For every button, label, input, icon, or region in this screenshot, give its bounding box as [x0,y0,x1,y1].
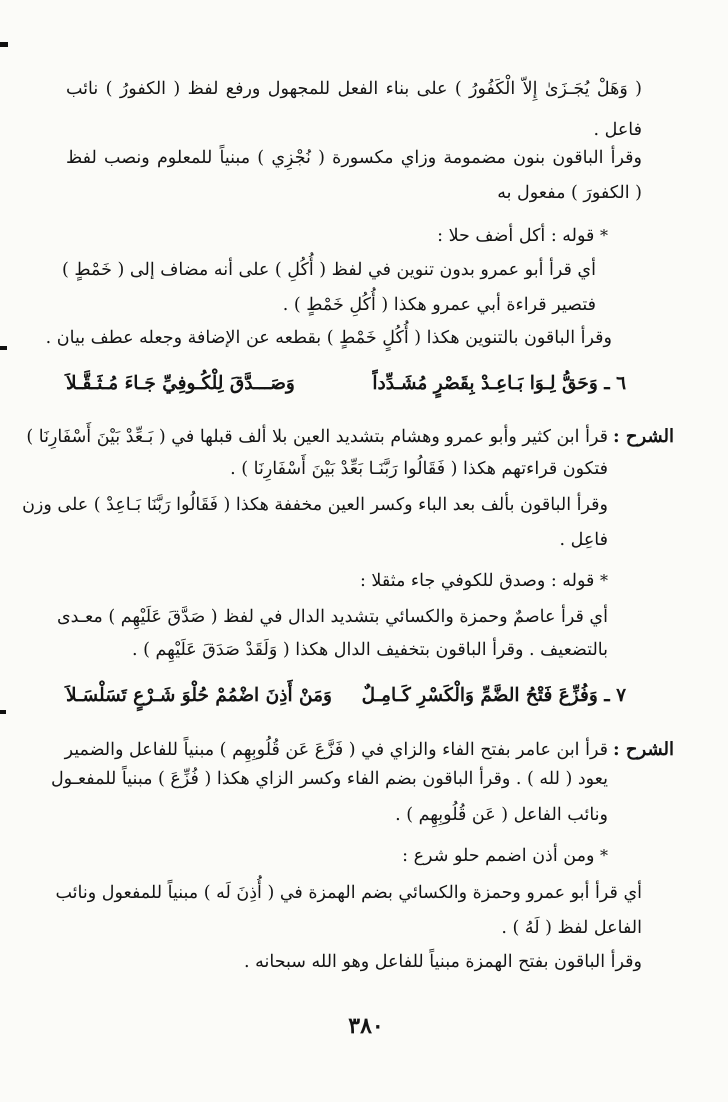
verse-6-first-half: ٦ ـ وَحَقُّ لِـوَا بَـاعِـدْ بِقَصْرٍ مُشَـدِّداً [372,373,626,394]
text-line: وقرأ الباقون بألف بعد الباء وكسر العين مخففة هكذا ( فَقَالُوا رَبَّنَا بَـاعِدْ ) على وزن [22,495,608,515]
text-line: قرأ ابن عامر بفتح الفاء والزاي في ( فَزَّعَ عَن قُلُوبِهِم ) مبنياً للفاعل والضمير [64,740,608,760]
star-marker: * [600,846,608,865]
commentary-heading [66,568,608,594]
text-line: أي قرأ أبو عمرو بدون تنوين في لفظ ( أُكُلِ ) على أنه مضاف إلى ( خَمْطٍ ) [62,260,596,280]
star-marker: * [600,571,608,590]
commentary-heading-text: قوله : وصدق للكوفي جاء مثقلا : [359,571,595,591]
commentary-heading-text: ومن أذن اضمم حلو شرع : [402,846,595,866]
commentary-heading [66,843,608,869]
text-line: بالتضعيف . وقرأ الباقون بتخفيف الدال هكذا ( وَلَقَدْ صَدَقَ عَلَيْهِم ) . [131,640,608,660]
verse-6-second-half: وَصَـــدَّقَ لِلْكُـوفِيِّ جَـاءَ مُـثَـقَّـلاَ [66,373,295,394]
verse-7-second-half: وَمَنْ أَذِنَ اضْمُمْ حُلْوَ شَـرْعٍ تَسَلْسَـلاَ [66,685,332,706]
text-line: ( الكفورَ ) مفعول به [497,183,642,203]
margin-mark [0,346,7,350]
text-line: أي قرأ أبو عمرو وحمزة والكسائي بضم الهمزة في ( أُذِنَ لَه ) مبنياً للمفعول ونائب [55,883,642,903]
text-line: وقرأ الباقون بالتنوين هكذا ( أُكُلٍ خَمْطٍ ) بقطعه عن الإضافة وجعله عطف بيان . [45,328,612,348]
commentary-label: الشرح : [612,739,674,760]
text-line: وقرأ الباقون بفتح الهمزة مبنياً للفاعل وهو الله سبحانه . [244,952,642,972]
margin-mark [0,42,8,47]
text-line: قرأ ابن كثير وأبو عمرو وهشام بتشديد العين بلا ألف قبلها في ( بَـعِّدْ بَيْنَ أَسْفَارِنَا ) [26,427,608,447]
text-line: فاعِل . [559,530,608,550]
text-line: وقرأ الباقون بنون مضمومة وزاي مكسورة ( نُجْزِي ) مبنياً للمعلوم ونصب لفظ [66,148,642,168]
commentary-heading [66,223,608,249]
text-line: فاعل . [593,120,642,140]
commentary-label: الشرح : [612,426,674,447]
text-line: يعود ( لله ) . وقرأ الباقون بضم الفاء وكسر الزاي هكذا ( فُزِّعَ ) مبنياً للمفعـول [50,769,608,789]
star-marker: * [600,226,608,245]
verse-7 [66,682,626,710]
text-line: فتصير قراءة أبي عمرو هكذا ( أُكُلِ خَمْطٍ ) . [282,295,596,315]
page-number: ٣٨٠ [348,1013,384,1039]
text-line: ونائب الفاعل ( عَن قُلُوبِهِم ) . [395,805,608,825]
commentary-heading-text: قوله : أكل أضف حلا : [437,226,595,246]
text-line: فتكون قراءتهم هكذا ( فَقَالُوا رَبَّنَـا بَعِّدْ بَيْنَ أَسْفَارِنَا ) . [230,459,608,479]
text-line: أي قرأ عاصمٌ وحمزة والكسائي بتشديد الدال في لفظ ( صَدَّقَ عَلَيْهِم ) معـدى [56,607,608,627]
margin-mark [0,710,6,714]
verse-7-first-half: ٧ ـ وَفُزِّعَ فَتْحُ الضَّمِّ وَالْكَسْرِ كَـامِـلٌ [361,685,626,706]
verse-6 [66,370,626,398]
text-line: ( وَهَلْ يُجَـزَىٰ إِلاّ الْكَفُورُ ) على بناء الفعل للمجهول ورفع لفظ ( الكفورُ ) نائب [66,79,642,99]
text-line: الفاعل لفظ ( لَهُ ) . [501,918,642,938]
